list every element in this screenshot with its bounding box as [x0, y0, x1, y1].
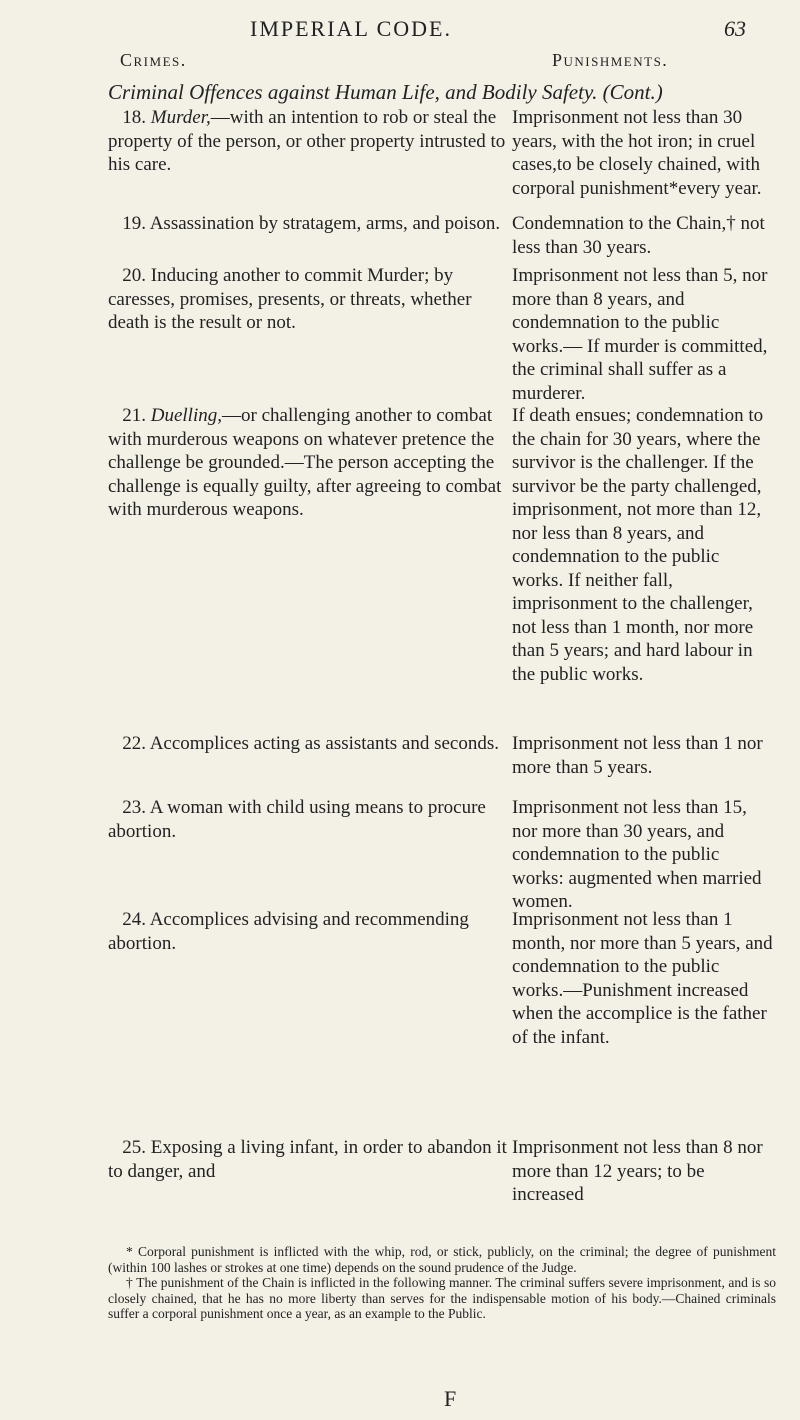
punishment-23: Imprisonment not less than 15, nor more than 30 years, and condemnation to the public works: augmented when married women.	[512, 797, 762, 912]
punishment-24: Imprisonment not less than 1 month, nor more than 5 years, and condemnation to the public works.—Punishment increased when the accomplice is the father of the infant.	[512, 909, 773, 1048]
crime-18	[108, 106, 508, 177]
crime-22	[108, 732, 508, 756]
footnote-corporal-punishment: * Corporal punishment is inflicted with the whip, rod, or stick, publicly, on the criminal; the degree of punishment (within 100 lashes or strokes at one time) depends on the sound prudence of the Judge.	[108, 1244, 776, 1275]
running-title: IMPERIAL CODE.	[250, 16, 452, 41]
crime-text: —or challenging another to combat with murderous weapons on whatever pretence the challenge be grounded.—The person accepting the challenge is equally guilty, after agreeing to combat with murderous weapons.	[108, 405, 502, 520]
crime-text: Accomplices advising and recommending abortion.	[108, 909, 469, 954]
section-title: Criminal Offences against Human Life, and Bodily Safety. (Cont.)	[108, 80, 663, 104]
entry-number: 25.	[122, 1137, 146, 1158]
page-number: 63	[724, 16, 746, 41]
crime-text: —with an intention to rob or steal the property of the person, or other property intrusted to his care.	[108, 107, 506, 175]
running-head	[0, 16, 800, 44]
entry-number: 18.	[122, 107, 146, 128]
entry-number: 22.	[122, 733, 146, 754]
crime-text: Accomplices acting as assistants and seconds.	[149, 733, 500, 754]
crime-25	[108, 1136, 508, 1183]
punishment-18: Imprisonment not less than 30 years, with the hot iron; in cruel cases,to be closely chained, with corporal punishment*every year.	[512, 107, 762, 199]
crime-20	[108, 264, 508, 335]
entry-title: Duelling,	[150, 405, 222, 426]
crime-text: Assassination by stratagem, arms, and poison.	[149, 213, 501, 234]
entry-title: Murder,	[150, 107, 211, 128]
punishment-20: Imprisonment not less than 5, nor more than 8 years, and condemnation to the public works.— If murder is committed, the criminal shall suffer as a murderer.	[512, 265, 768, 404]
footnote-chain-punishment: † The punishment of the Chain is inflicted in the following manner. The criminal suffers severe imprisonment, and is so closely chained, that he has no more liberty than serves for the indispensable motion of his body.—Chained criminals suffer a corporal punishment once a year, as an example to the Public.	[108, 1275, 776, 1322]
printer-signature-mark: F	[444, 1386, 457, 1411]
crime-19	[108, 212, 508, 236]
punishment-19: Condemnation to the Chain,† not less than 30 years.	[512, 213, 765, 258]
crimes-heading: Crimes.	[120, 50, 187, 70]
crime-23	[108, 796, 508, 843]
crime-24	[108, 908, 508, 955]
punishment-21: If death ensues; condemnation to the chain for 30 years, where the survivor is the challenger. If the survivor be the party challenged, imprisonment, not more than 12, nor less than 8 years, and condemnation to the public works. If neither fall, imprisonment to the challenger, not less than 1 month, nor more than 5 years; and hard labour in the public works.	[512, 405, 764, 685]
crime-text: A woman with child using means to procure abortion.	[108, 797, 486, 842]
entry-number: 23.	[122, 797, 146, 818]
crime-text: Exposing a living infant, in order to abandon it to danger, and	[108, 1137, 507, 1182]
column-headings	[0, 50, 800, 78]
entry-number: 24.	[122, 909, 146, 930]
entry-number: 20.	[122, 265, 146, 286]
punishments-heading: Punishments.	[552, 50, 669, 70]
punishment-25: Imprisonment not less than 8 nor more than 12 years; to be increased	[512, 1137, 763, 1205]
crime-21	[108, 404, 508, 522]
entry-number: 19.	[122, 213, 146, 234]
punishment-22: Imprisonment not less than 1 nor more than 5 years.	[512, 733, 763, 778]
footnotes	[108, 1244, 776, 1322]
crime-text: Inducing another to commit Murder; by caresses, promises, presents, or threats, whether death is the result or not.	[108, 265, 472, 333]
entry-number: 21.	[122, 405, 146, 426]
